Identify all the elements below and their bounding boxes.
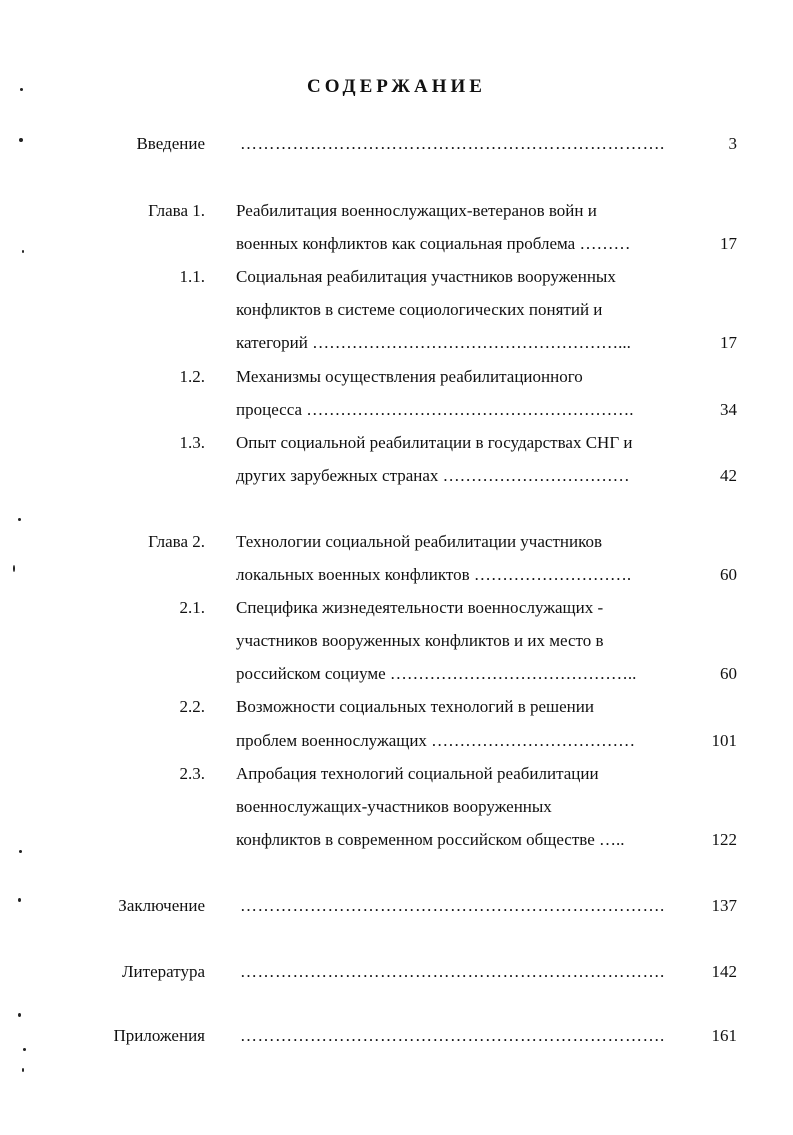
toc-title-line: военных конфликтов как социальная проблема ……… bbox=[236, 234, 631, 253]
toc-leader: ………………………………………………………………. bbox=[240, 962, 665, 981]
toc-title-line: Апробация технологий социальной реабилитации bbox=[236, 764, 599, 783]
toc-label: Глава 1. bbox=[148, 201, 205, 220]
toc-entry-2-1-cont bbox=[0, 630, 793, 652]
toc-label: 2.3. bbox=[179, 764, 205, 783]
toc-page-number: 101 bbox=[711, 731, 737, 750]
toc-title-line: Механизмы осуществления реабилитационного bbox=[236, 367, 583, 386]
toc-entry-literature bbox=[0, 961, 793, 983]
toc-page-number: 34 bbox=[720, 400, 737, 419]
toc-leader: ………………………………………………………………. bbox=[240, 896, 665, 915]
scan-speck bbox=[18, 518, 21, 521]
toc-page-number: 17 bbox=[720, 234, 737, 253]
toc-entry-1-3-cont bbox=[0, 465, 793, 487]
toc-entry-chapter-2-cont bbox=[0, 564, 793, 586]
toc-entry-1-1-cont bbox=[0, 299, 793, 321]
toc-title-line: Опыт социальной реабилитации в государствах СНГ и bbox=[236, 433, 633, 452]
toc-label: Литература bbox=[122, 962, 205, 981]
toc-title-line: конфликтов в системе социологических понятий и bbox=[236, 300, 603, 319]
toc-entry-intro bbox=[0, 133, 793, 155]
toc-label: 2.1. bbox=[179, 598, 205, 617]
toc-page-number: 60 bbox=[720, 565, 737, 584]
toc-entry-appendices bbox=[0, 1025, 793, 1047]
toc-page-number: 60 bbox=[720, 664, 737, 683]
toc-title-line: участников вооруженных конфликтов и их место в bbox=[236, 631, 604, 650]
toc-title-line: военнослужащих-участников вооруженных bbox=[236, 797, 552, 816]
toc-title-line: категорий ………………………………………………... bbox=[236, 333, 631, 352]
toc-entry-2-3 bbox=[0, 763, 793, 785]
toc-title-line: локальных военных конфликтов ………………………. bbox=[236, 565, 632, 584]
toc-title-line: Возможности социальных технологий в решении bbox=[236, 697, 594, 716]
toc-label: 1.3. bbox=[179, 433, 205, 452]
toc-title-line: Социальная реабилитация участников вооруженных bbox=[236, 267, 616, 286]
toc-page-number: 3 bbox=[728, 134, 737, 153]
scan-speck bbox=[19, 850, 22, 853]
toc-label: 2.2. bbox=[179, 697, 205, 716]
scan-speck bbox=[13, 565, 15, 572]
toc-entry-1-3 bbox=[0, 432, 793, 454]
toc-entry-2-2-cont bbox=[0, 730, 793, 752]
toc-entry-1-2-cont bbox=[0, 399, 793, 421]
toc-title-line: конфликтов в современном российском обществе ….. bbox=[236, 830, 625, 849]
toc-title-line: Специфика жизнедеятельности военнослужащих - bbox=[236, 598, 604, 617]
toc-entry-2-1-cont bbox=[0, 663, 793, 685]
scan-speck bbox=[18, 1013, 21, 1017]
toc-page-number: 42 bbox=[720, 466, 737, 485]
toc-label: Введение bbox=[136, 134, 205, 153]
scan-speck bbox=[18, 898, 21, 902]
toc-title-line: Технологии социальной реабилитации участников bbox=[236, 532, 602, 551]
toc-entry-1-2 bbox=[0, 366, 793, 388]
toc-entry-chapter-1-cont bbox=[0, 233, 793, 255]
toc-label: 1.2. bbox=[179, 367, 205, 386]
toc-entry-2-1 bbox=[0, 597, 793, 619]
toc-entry-2-2 bbox=[0, 696, 793, 718]
scan-speck bbox=[20, 88, 23, 91]
toc-entry-1-1-cont bbox=[0, 332, 793, 354]
toc-label: Глава 2. bbox=[148, 532, 205, 551]
scan-speck bbox=[22, 1068, 24, 1072]
toc-entry-chapter-1 bbox=[0, 200, 793, 222]
toc-page-number: 122 bbox=[711, 830, 737, 849]
toc-title-line: проблем военнослужащих ……………………………… bbox=[236, 731, 636, 750]
toc-leader: ………………………………………………………………. bbox=[240, 1026, 665, 1045]
toc-label: 1.1. bbox=[179, 267, 205, 286]
page-title: СОДЕРЖАНИЕ bbox=[307, 76, 486, 97]
toc-page-number: 137 bbox=[711, 896, 737, 915]
scan-speck bbox=[22, 250, 24, 253]
toc-page-number: 161 bbox=[711, 1026, 737, 1045]
toc-title-line: процесса …………………………………………………. bbox=[236, 400, 634, 419]
toc-entry-1-1 bbox=[0, 266, 793, 288]
toc-page-number: 17 bbox=[720, 333, 737, 352]
scan-speck bbox=[19, 138, 23, 142]
toc-entry-2-3-cont bbox=[0, 829, 793, 851]
toc-entry-chapter-2 bbox=[0, 531, 793, 553]
toc-leader: ………………………………………………………………. bbox=[240, 134, 665, 153]
toc-label: Приложения bbox=[113, 1026, 205, 1045]
toc-page-number: 142 bbox=[711, 962, 737, 981]
toc-entry-conclusion bbox=[0, 895, 793, 917]
toc-title-line: российском социуме …………………………………….. bbox=[236, 664, 637, 683]
toc-title-line: Реабилитация военнослужащих-ветеранов войн и bbox=[236, 201, 597, 220]
toc-label: Заключение bbox=[118, 896, 205, 915]
scan-speck bbox=[23, 1048, 26, 1051]
toc-title-line: других зарубежных странах …………………………… bbox=[236, 466, 630, 485]
toc-entry-2-3-cont bbox=[0, 796, 793, 818]
